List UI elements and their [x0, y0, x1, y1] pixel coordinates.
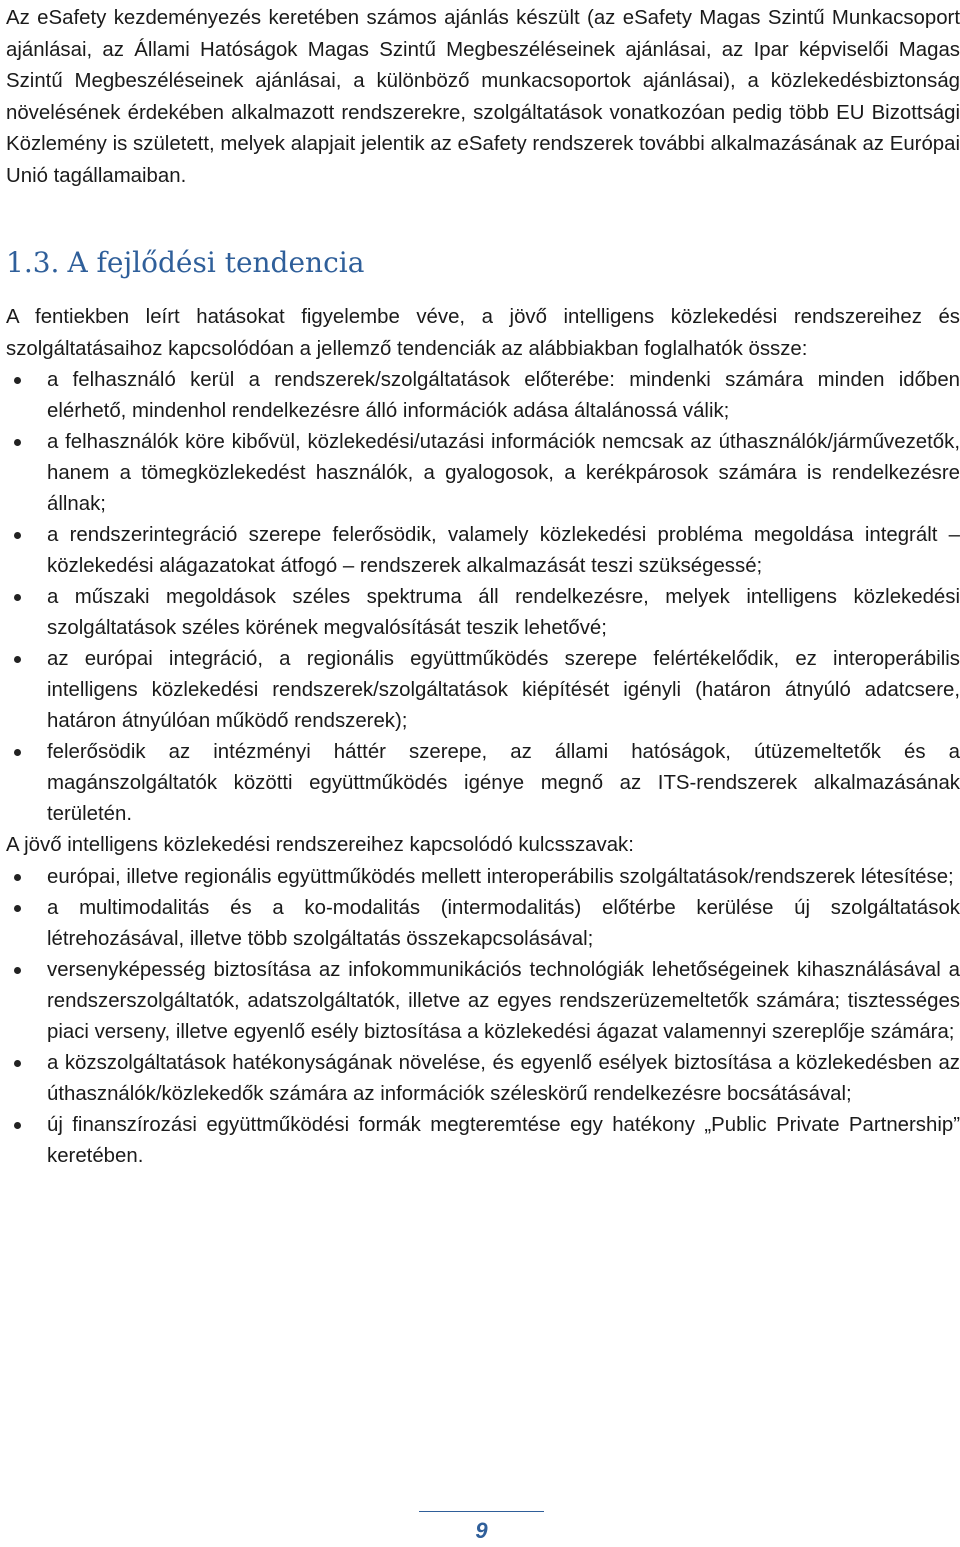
list-item: [6, 644, 960, 737]
bullet-icon: [14, 1122, 21, 1129]
list-item: [6, 737, 960, 830]
list-item-text: a multimodalitás és a ko-modalitás (intermodalitás) előtérbe kerülése új szolgáltatások létrehozásával, illetve több szolgáltatás összekapcsolásával;: [47, 896, 960, 950]
list-item: [6, 955, 960, 1048]
section-title: A fejlődési tendencia: [67, 246, 365, 279]
list-item: [6, 862, 960, 893]
footer-divider: [419, 1511, 544, 1512]
list-item-text: a felhasználók köre kibővül, közlekedési/utazási információk nemcsak az úthasználók/járművezetők, hanem a tömegközlekedést használók, a gyalogosok, a kerékpárosok számára is rendelkezésre állnak;: [47, 431, 960, 515]
list-item-text: az európai integráció, a regionális együttműködés szerepe felértékelődik, ez interoperábilis intelligens közlekedési rendszerek/szolgáltatások kiépítését igényli (határon átnyúló adatcsere, határon átnyúlóan működő rendszerek);: [47, 648, 960, 732]
list-item-text: a felhasználó kerül a rendszerek/szolgáltatások előterébe: mindenki számára minden időben elérhető, mindenhol rendelkezésre álló információk adása általánossá válik;: [47, 369, 960, 422]
section-heading: [6, 243, 960, 283]
bullet-icon: [14, 905, 21, 912]
tendencies-list: [6, 365, 960, 830]
bullet-icon: [14, 594, 21, 601]
list-item: [6, 427, 960, 520]
section-number: 1.3.: [6, 246, 60, 279]
list-item-text: a rendszerintegráció szerepe felerősödik, valamely közlekedési probléma megoldása integrált – közlekedési alágazatokat átfogó – rendszerek alkalmazását teszi szükségessé;: [47, 524, 960, 577]
keywords-intro: A jövő intelligens közlekedési rendszereihez kapcsolódó kulcsszavak:: [6, 834, 634, 856]
list-item-text: új finanszírozási együttműködési formák megteremtése egy hatékony „Public Private Partnership” keretében.: [47, 1113, 960, 1167]
page-content: [6, 3, 960, 1172]
list-item: [6, 1048, 960, 1110]
list-item: [6, 1110, 960, 1172]
list-item-text: a közszolgáltatások hatékonyságának növelése, és egyenlő esélyek biztosítása a közlekedésben az úthasználók/közlekedők számára az információk széleskörű rendelkezésre bocsátásával;: [47, 1051, 960, 1105]
list-item: [6, 893, 960, 955]
section-intro-paragraph: A fentiekben leírt hatásokat figyelembe véve, a jövő intelligens közlekedési rendszereihez és szolgáltatásaihoz kapcsolódóan a jellemző tendenciák az alábbiakban foglalhatók össze:: [6, 306, 960, 360]
list-item: [6, 520, 960, 582]
bullet-icon: [14, 874, 21, 881]
bullet-icon: [14, 749, 21, 756]
list-item-text: európai, illetve regionális együttműködés mellett interoperábilis szolgáltatások/rendszerek létesítése;: [47, 865, 954, 888]
list-item: [6, 582, 960, 644]
bullet-icon: [14, 532, 21, 539]
list-item-text: a műszaki megoldások széles spektruma áll rendelkezésre, melyek intelligens közlekedési szolgáltatások széles körének megvalósítását teszik lehetővé;: [47, 586, 960, 639]
bullet-icon: [14, 439, 21, 446]
bullet-icon: [14, 967, 21, 974]
bullet-icon: [14, 1060, 21, 1067]
list-item: [6, 365, 960, 427]
intro-paragraph: Az eSafety kezdeményezés keretében számos ajánlás készült (az eSafety Magas Szintű Munkacsoport ajánlásai, az Állami Hatóságok Magas Szintű Megbeszéléseinek ajánlásai, az Ipar képviselői Magas Szintű Megbeszéléseinek ajánlásai, a különböző munkacsoportok ajánlásai), a közlekedésbiztonság növelésének érdekében alkalmazott rendszerekre, szolgáltatások vonatkozóan pedig több EU Bizottsági Közlemény is született, melyek alapjait jelentik az eSafety rendszerek további alkalmazásának az Európai Unió tagállamaiban.: [6, 7, 960, 187]
bullet-icon: [14, 377, 21, 384]
bullet-icon: [14, 656, 21, 663]
page-number: 9: [475, 1518, 488, 1543]
list-item-text: versenyképesség biztosítása az infokommunikációs technológiák lehetőségeinek kihasználásával a rendszerszolgáltatók, adatszolgáltatók, illetve az egyes rendszerüzemeltetők számára; tisztességes piaci verseny, illetve egyenlő esély biztosítása a közlekedési ágazat valamennyi szereplője számára;: [47, 958, 960, 1043]
list-item-text: felerősödik az intézményi háttér szerepe, az állami hatóságok, útüzemeltetők és a magánszolgáltatók közötti együttműködés igénye megnő az ITS-rendszerek alkalmazásának területén.: [47, 741, 960, 825]
keywords-list: [6, 862, 960, 1172]
